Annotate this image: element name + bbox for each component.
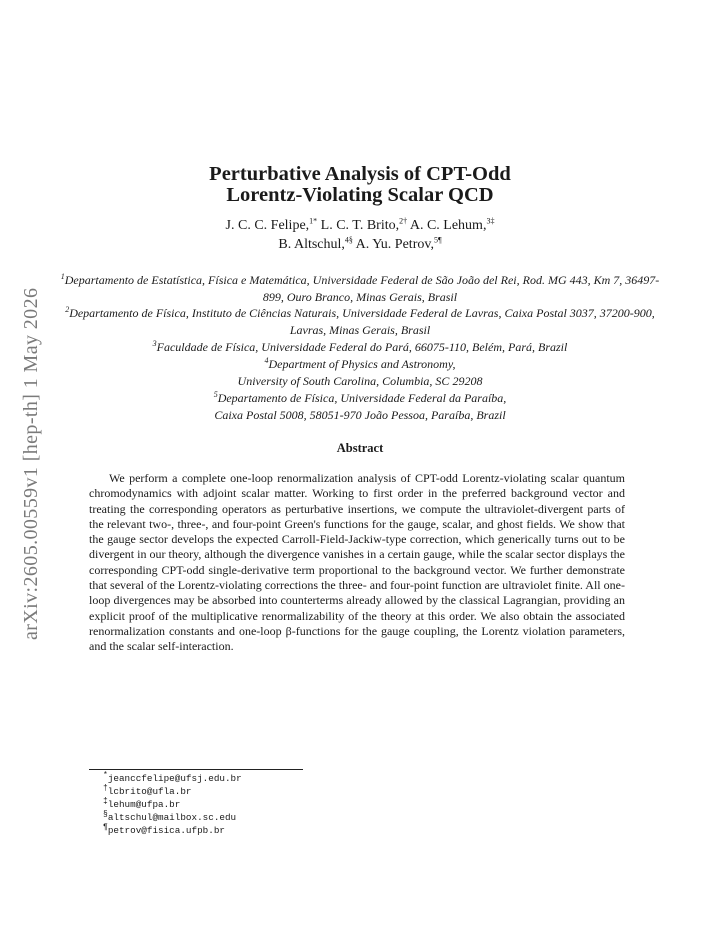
affiliation-text: University of South Carolina, Columbia, SC 29208 (237, 374, 483, 388)
abstract-heading: Abstract (336, 441, 384, 455)
footnote-mark: * (103, 770, 108, 780)
author-mark: 2† (399, 216, 408, 226)
affiliation-1 (60, 272, 660, 305)
affiliation-mark: 3 (152, 339, 157, 348)
author-name: A. C. Lehum, (409, 218, 487, 233)
footnote-3 (103, 798, 180, 811)
paper-title-line-1: Perturbative Analysis of CPT-Odd (209, 163, 511, 185)
footnote-email[interactable]: petrov@fisica.ufpb.br (107, 825, 225, 836)
affiliation-mark: 1 (60, 272, 65, 281)
abstract-body: We perform a complete one-loop renormalization analysis of CPT-odd Lorentz-violating scalar quantum chromodynamics with adjoint scalar matter. Working to first order in the preferred background vector and treating the corresponding operators as perturbative insertions, we compute the ultraviolet-divergent parts of the relevant two-, three-, and four-point Green's functions for the gauge, scalar, and ghost fields. We show that the gauge sector develops the expected Carroll-Field-Jackiw-type correction, which generically turns out to be divergent in our theory, although the divergence vanishes in a certain gauge, while the scalar sector displays the corresponding CPT-odd single-derivative term proportional to the background vector. We further demonstrate that several of the Lorentz-violating corrections the three- and four-point function are ultraviolet finite. All one-loop divergences may be absorbed into counterterms already allowed by the classical Lagrangian, providing an explicit proof of the multiplicative renormalizability of the theory at this order. We also obtain the associated renormalization constants and one-loop β-functions for the gauge coupling, the Lorentz violation parameters, and the scalar self-interaction. (89, 471, 625, 654)
author-name: L. C. T. Brito, (320, 218, 400, 233)
paper-title-line-2: Lorentz-Violating Scalar QCD (226, 184, 494, 206)
affiliation-text: Departamento de Física, Instituto de Ciências Naturais, Universidade Federal de Lavras, Caixa Postal 3037, 37200-900, Lavras, Minas Gerais, Brasil (69, 306, 655, 337)
affiliation-3 (60, 339, 660, 356)
affiliation-mark: 4 (264, 356, 269, 365)
affiliation-text: Faculdade de Física, Universidade Federal do Pará, 66075-110, Belém, Pará, Brazil (156, 340, 568, 354)
author-mark: 3‡ (486, 216, 495, 226)
author-mark: 4§ (344, 235, 353, 245)
affiliation-4-address (60, 373, 660, 390)
affiliation-mark: 5 (213, 390, 218, 399)
footnote-mark: § (103, 809, 108, 819)
footnote-rule (89, 769, 303, 770)
author-name: B. Altschul, (278, 237, 345, 252)
footnote-2 (103, 785, 192, 798)
affiliation-4 (60, 356, 660, 373)
affiliation-5 (60, 390, 660, 407)
affiliation-text: Departamento de Física, Universidade Federal da Paraíba, (217, 391, 507, 405)
authors-line-2 (0, 236, 720, 254)
footnote-mark: ¶ (103, 822, 108, 832)
footnote-mark: ‡ (103, 796, 108, 806)
footnote-email[interactable]: lcbrito@ufla.br (107, 786, 192, 797)
affiliation-text: Caixa Postal 5008, 58051-970 João Pessoa, Paraíba, Brazil (214, 408, 506, 422)
author-mark: 5¶ (433, 235, 442, 245)
affiliation-2 (60, 305, 660, 338)
author-mark: 1* (309, 216, 318, 226)
footnote-email[interactable]: lehum@ufpa.br (107, 799, 181, 810)
footnote-5 (103, 824, 225, 837)
footnote-mark: † (103, 783, 108, 793)
affiliation-mark: 2 (65, 305, 70, 314)
footnote-1 (103, 772, 242, 785)
author-name: J. C. C. Felipe, (225, 218, 310, 233)
author-name: A. Yu. Petrov, (355, 237, 434, 252)
affiliation-text: Departamento de Estatística, Física e Matemática, Universidade Federal de São João del Rei, Rod. MG 443, Km 7, 36497-899, Ouro Branco, Minas Gerais, Brasil (64, 273, 660, 304)
footnote-email[interactable]: jeanccfelipe@ufsj.edu.br (107, 773, 242, 784)
affiliation-text: Department of Physics and Astronomy, (268, 357, 456, 371)
footnote-email[interactable]: altschul@mailbox.sc.edu (107, 812, 237, 823)
authors-line-1 (0, 217, 720, 235)
affiliation-5-address (60, 407, 660, 424)
arxiv-identifier: arXiv:2605.00559v1 [hep-th] 1 May 2026 (20, 287, 42, 640)
footnote-4 (103, 811, 236, 824)
